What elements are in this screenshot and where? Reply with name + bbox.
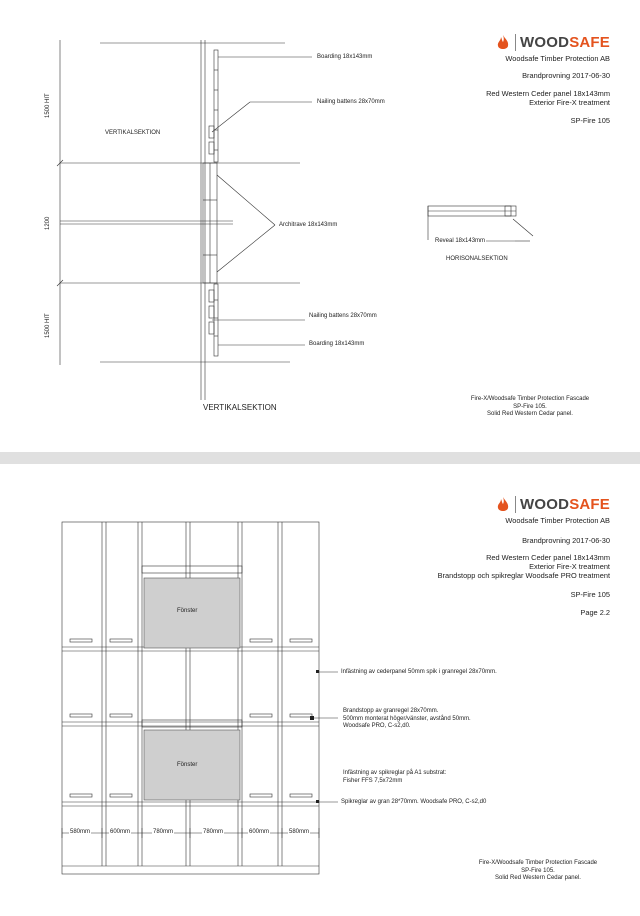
company-name: Woodsafe Timber Protection AB xyxy=(505,516,610,525)
company-name: Woodsafe Timber Protection AB xyxy=(505,54,610,63)
nailing-batten-lower-c xyxy=(209,322,214,334)
footer-line-3: Solid Red Western Cedar panel. xyxy=(495,875,581,881)
logo-word-safe: SAFE xyxy=(569,496,610,513)
flame-icon xyxy=(496,35,510,51)
note-fire-stop-line-3: Woodsafe PRO, C-s2,d0. xyxy=(343,723,411,729)
logo-word-wood: WOOD xyxy=(520,34,570,51)
test-date: Brandprovning 2017-06-30 xyxy=(522,536,610,545)
footer-line-2: SP-Fire 105. xyxy=(513,403,547,410)
leader-battens-top xyxy=(212,102,250,132)
facade-elevation-drawing xyxy=(0,464,640,916)
flame-icon xyxy=(496,497,510,513)
woodsafe-logo xyxy=(496,34,610,51)
note-fire-stop xyxy=(343,708,471,731)
dimension-top: 1500 HIT xyxy=(45,93,51,118)
test-date: Brandprovning 2017-06-30 xyxy=(522,71,610,80)
facade-outline xyxy=(62,522,319,874)
footer-line-2: SP-Fire 105. xyxy=(521,867,555,874)
window-label-lower: Fönster xyxy=(177,762,198,768)
dimension-middle: 1200 xyxy=(45,216,51,230)
dimension-label: 780mm xyxy=(153,829,174,835)
logo-word-safe: SAFE xyxy=(569,34,610,51)
footer-line-3: Solid Red Western Cedar panel. xyxy=(487,411,573,417)
dimension-label: 580mm xyxy=(289,829,310,835)
product-code: SP-Fire 105 xyxy=(570,116,610,125)
marker-note-2 xyxy=(310,716,314,720)
page-separator xyxy=(0,452,640,464)
note-batten-fixing-line-1: Infästning av spikreglar på A1 substrat: xyxy=(343,770,447,776)
leader-architrave-b xyxy=(217,225,275,272)
callout-battens-top: Nailing battens 28x70mm xyxy=(317,99,385,105)
footer-block xyxy=(473,860,603,883)
nailing-batten-upper-a xyxy=(209,126,214,138)
section-label-upper: VERTIKALSEKTION xyxy=(105,130,161,136)
dimension-bottom: 1500 HIT xyxy=(45,313,51,338)
product-code: SP-Fire 105 xyxy=(570,590,610,599)
callout-reveal: Reveal 18x143mm xyxy=(435,238,486,244)
callout-architrave: Architrave 18x143mm xyxy=(279,222,338,228)
note-fire-stop-line-2: 500mm monterat höger/vänster, avstånd 50mm. xyxy=(343,715,471,722)
page-number: Page 2.2 xyxy=(580,608,610,617)
nailing-batten-upper-b xyxy=(209,142,214,154)
callout-battens-bottom: Nailing battens 28x70mm xyxy=(309,313,377,319)
marker-note-4 xyxy=(316,800,319,803)
drawing-sheet-vertical-section xyxy=(0,0,640,452)
product-line-2: Exterior Fire-X treatment xyxy=(529,98,610,107)
product-line-1: Red Western Ceder panel 18x143mm xyxy=(486,89,610,98)
note-fire-stop-line-1: Brandstopp av granregel 28x70mm. xyxy=(343,708,439,714)
note-batten-fixing-line-2: Fisher FFS 7,5x72mm xyxy=(343,777,403,784)
callout-boarding-top: Boarding 18x143mm xyxy=(317,54,373,60)
window-head-upper xyxy=(142,566,242,573)
note-batten-fixing xyxy=(343,770,446,785)
product-line-3: Brandstopp och spikreglar Woodsafe PRO treatment xyxy=(437,571,610,580)
note-battens-spruce: Spikreglar av gran 28*70mm. Woodsafe PRO, C-s2,d0 xyxy=(341,799,487,805)
footer-line-1: Fire-X/Woodsafe Timber Protection Fascade xyxy=(478,860,598,866)
marker-note-1 xyxy=(316,670,319,673)
logo-word-wood: WOOD xyxy=(520,496,570,513)
footer-line-1: Fire-X/Woodsafe Timber Protection Fascade xyxy=(470,396,590,402)
leader-architrave-a xyxy=(217,175,275,225)
product-line-1: Red Western Ceder panel 18x143mm xyxy=(486,553,610,562)
footer-block xyxy=(470,396,590,419)
nailing-batten-lower-a xyxy=(209,290,214,302)
dimension-label: 580mm xyxy=(70,829,91,835)
woodsafe-logo-2 xyxy=(496,496,610,513)
horizontal-section-label: HORISONALSEKTION xyxy=(446,256,508,262)
boarding-upper xyxy=(214,50,218,162)
callout-boarding-bottom: Boarding 18x143mm xyxy=(309,341,365,347)
dimension-label: 600mm xyxy=(249,829,270,835)
drawing-sheet-facade-elevation xyxy=(0,464,640,916)
section-label-bottom: VERTIKALSEKTION xyxy=(203,403,277,412)
window-label-upper: Fönster xyxy=(177,608,198,614)
dimension-label: 600mm xyxy=(110,829,131,835)
nailing-batten-lower-b xyxy=(209,306,214,318)
note-fastening-panel: Infästning av cederpanel 50mm spik i granregel 28x70mm. xyxy=(341,669,497,675)
product-line-2: Exterior Fire-X treatment xyxy=(529,562,610,571)
dimension-label: 780mm xyxy=(203,829,224,835)
